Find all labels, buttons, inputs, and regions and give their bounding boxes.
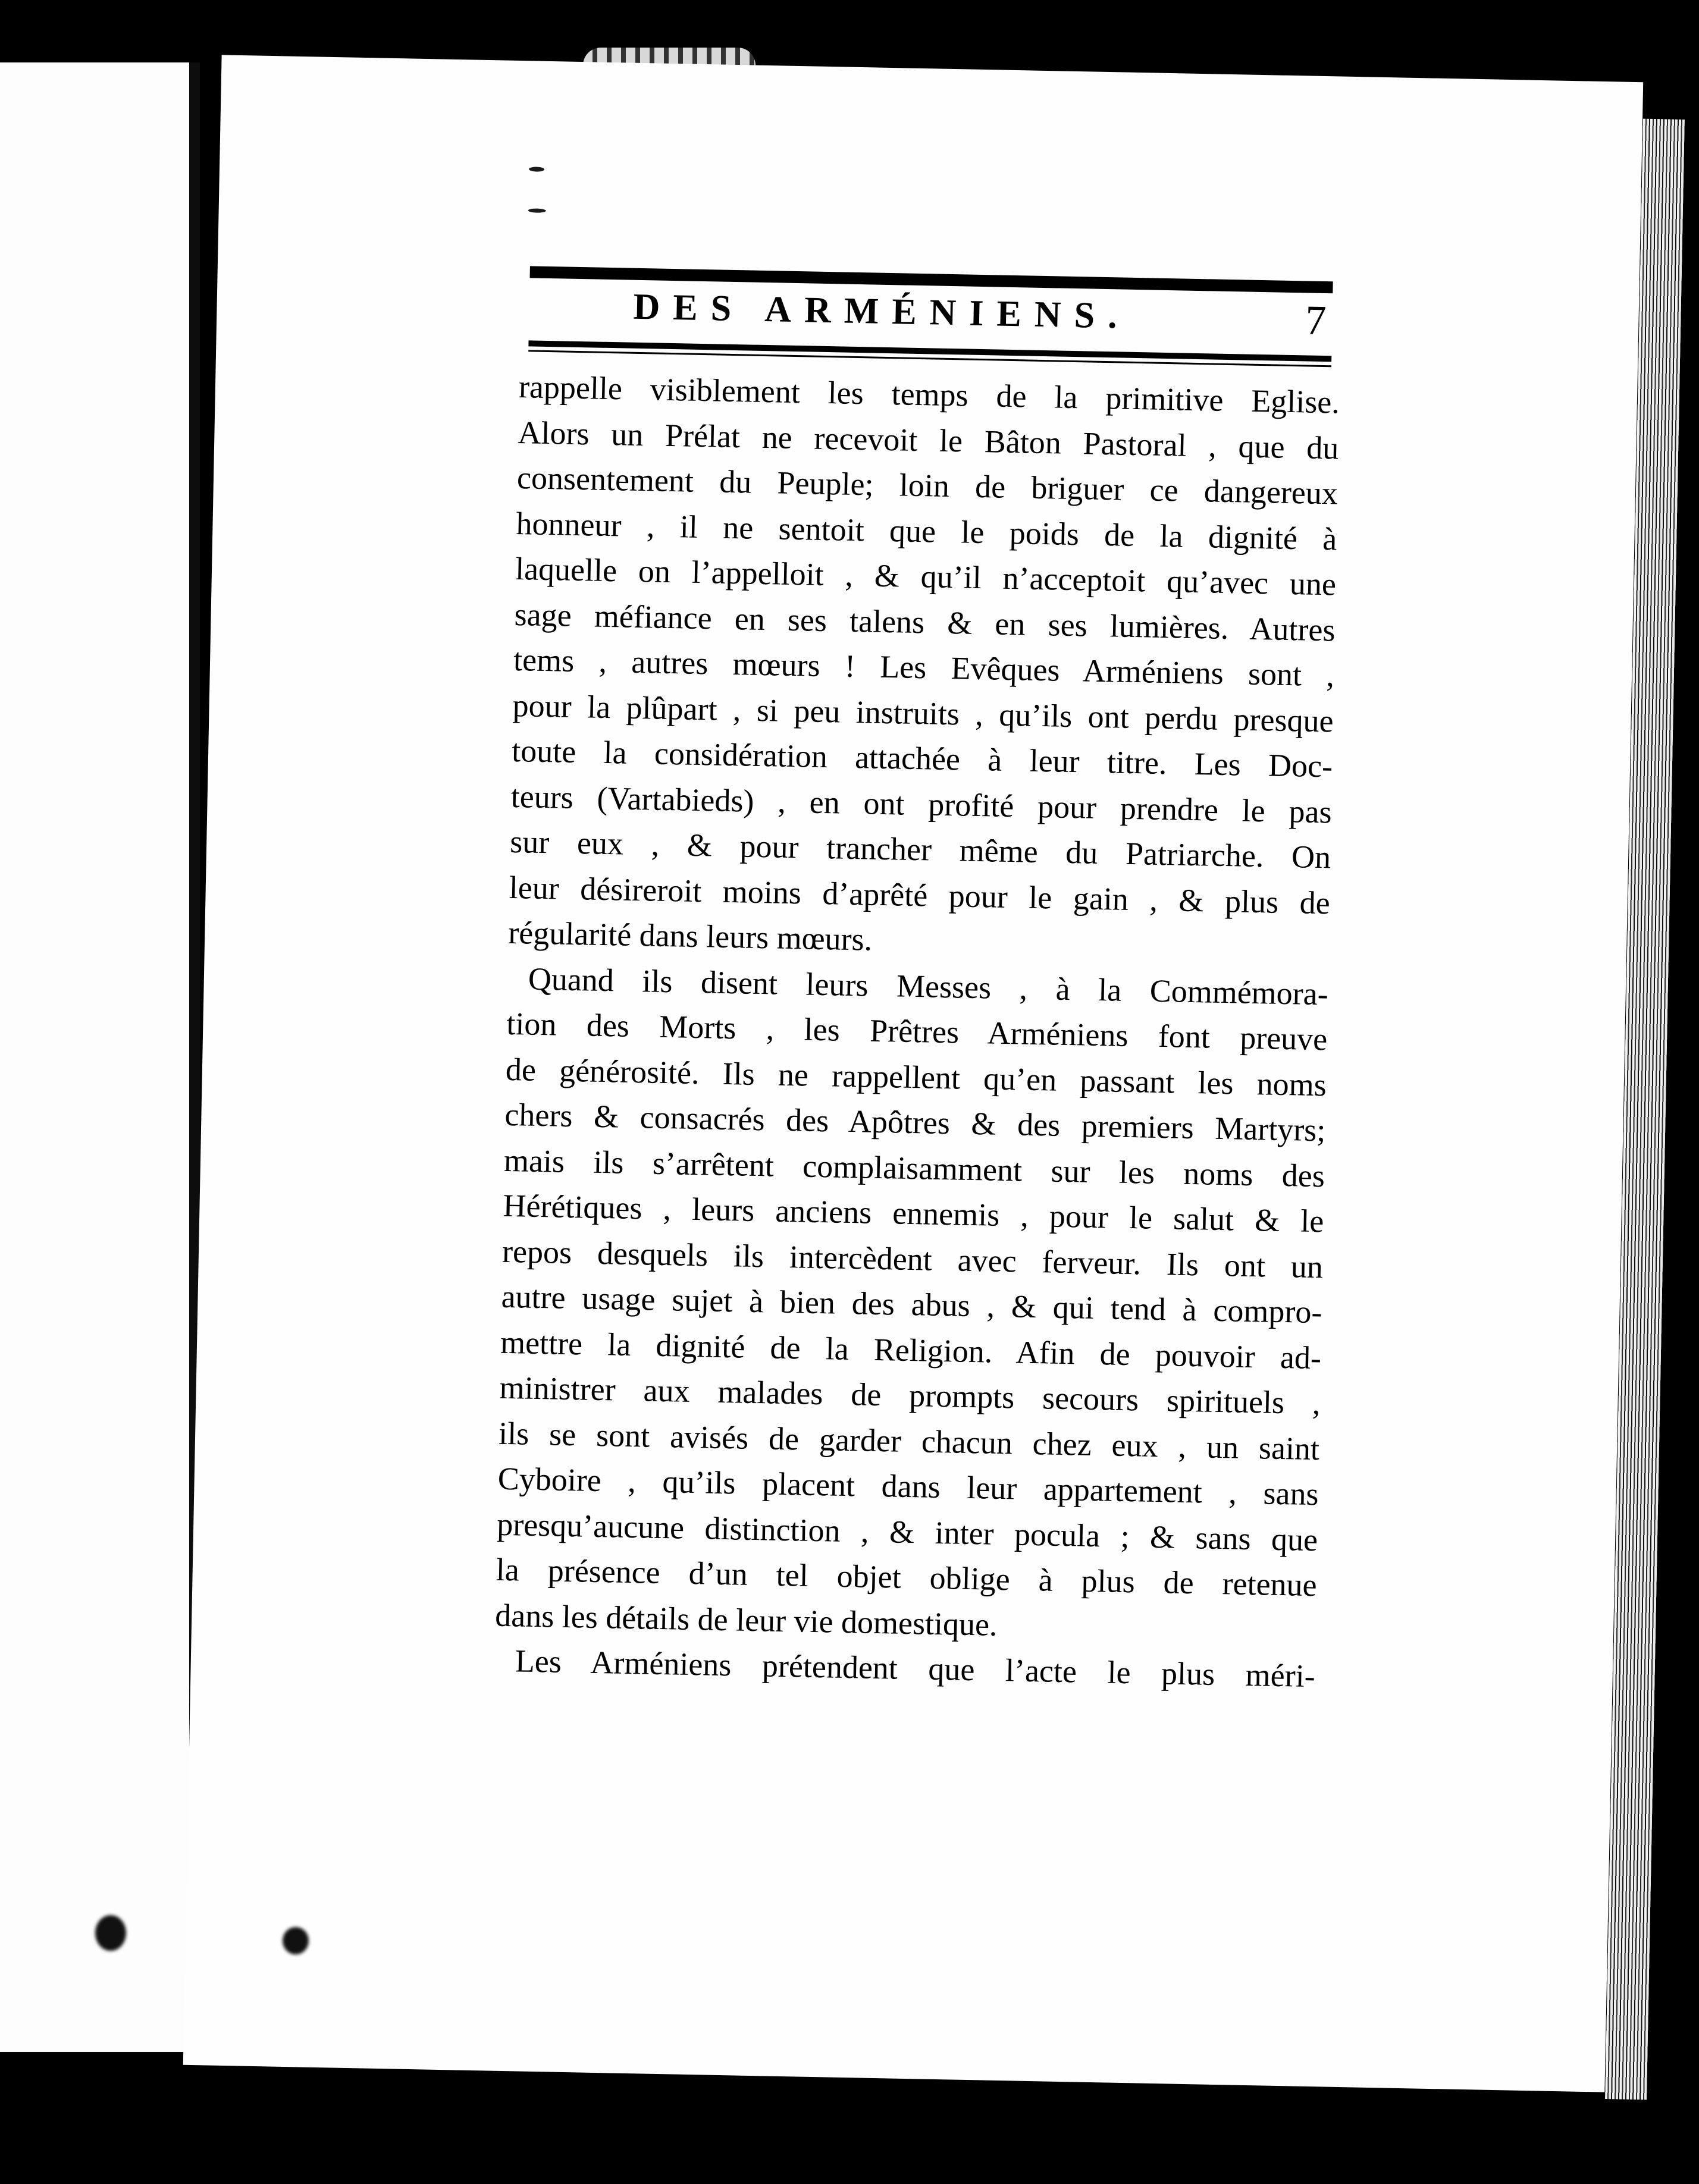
text-line: autre usage sujet à bien des abus , & qui tend à compro-	[501, 1278, 1322, 1331]
text-line: presqu’aucune distinction , & inter pocula ; & sans que	[496, 1506, 1318, 1558]
text-line: Alors un Prélat ne recevoit le Bâton Pastoral , que du	[518, 414, 1339, 466]
text-line: repos desquels ils intercèdent avec ferveur. Ils ont un	[501, 1233, 1324, 1285]
text-line: leur désireroit moins d’aprêté pour le gain , & plus de	[509, 869, 1331, 921]
text-line: toute la considération attachée à leur titre. Les Doc-	[511, 732, 1333, 785]
ink-stain	[283, 1927, 309, 1954]
text-line: Les Arméniens prétendent que l’acte le plus méri-	[515, 1643, 1316, 1695]
text-line: ils se sont avisés de garder chacun chez eux , un saint	[498, 1415, 1320, 1467]
running-title: DES ARMÉNIENS.	[633, 286, 1131, 337]
text-line: pour la plûpart , si peu instruits , qu’ils ont perdu presque	[512, 687, 1334, 739]
text-line: mais ils s’arrêtent complaisamment sur les noms des	[503, 1142, 1325, 1194]
text-line: teurs (Vartabieds) , en ont profité pour prendre le pas	[510, 778, 1333, 830]
ink-mark	[529, 167, 544, 171]
text-line: sur eux , & pour trancher même du Patriarche. On	[509, 823, 1331, 876]
text-line: sage méfiance en ses talens & en ses lumières. Autres	[514, 596, 1336, 648]
ink-mark	[528, 208, 546, 213]
facing-page	[0, 62, 200, 2052]
text-line: régularité dans leurs mœurs.	[507, 914, 873, 958]
text-line: honneur , il ne sentoit que le poids de la dignité à	[516, 505, 1337, 557]
body-text	[494, 364, 1340, 1699]
text-line: chers & consacrés des Apôtres & des premiers Martyrs;	[504, 1096, 1326, 1149]
text-line: Hérétiques , leurs anciens ennemis , pour le salut & le	[503, 1187, 1324, 1240]
text-line: rappelle visiblement les temps de la primitive Eglise.	[518, 369, 1340, 421]
text-line: de générosité. Ils ne rappellent qu’en passant les noms	[505, 1051, 1327, 1103]
text-line: consentement du Peuple; loin de briguer ce dangereux	[516, 460, 1338, 512]
text-line: Cyboire , qu’ils placent dans leur appartement , sans	[497, 1460, 1319, 1513]
book-page	[183, 55, 1643, 2092]
text-line: dans les détails de leur vie domestique.	[494, 1597, 998, 1643]
ink-stain	[95, 1915, 126, 1951]
text-line: Quand ils disent leurs Messes , à la Commémora-	[528, 961, 1329, 1012]
text-line: tion des Morts , les Prêtres Arméniens font preuve	[506, 1005, 1328, 1058]
text-line: mettre la dignité de la Religion. Afin de pouvoir ad-	[500, 1324, 1322, 1376]
text-line: la présence d’un tel objet oblige à plus de retenue	[496, 1551, 1318, 1604]
text-line: ministrer aux malades de prompts secours spirituels ,	[499, 1369, 1321, 1422]
text-line: laquelle on l’appelloit , & qu’il n’acceptoit qu’avec une	[515, 551, 1337, 603]
page-number: 7	[1305, 297, 1327, 344]
text-line: tems , autres mœurs ! Les Evêques Arméniens sont ,	[513, 641, 1335, 694]
